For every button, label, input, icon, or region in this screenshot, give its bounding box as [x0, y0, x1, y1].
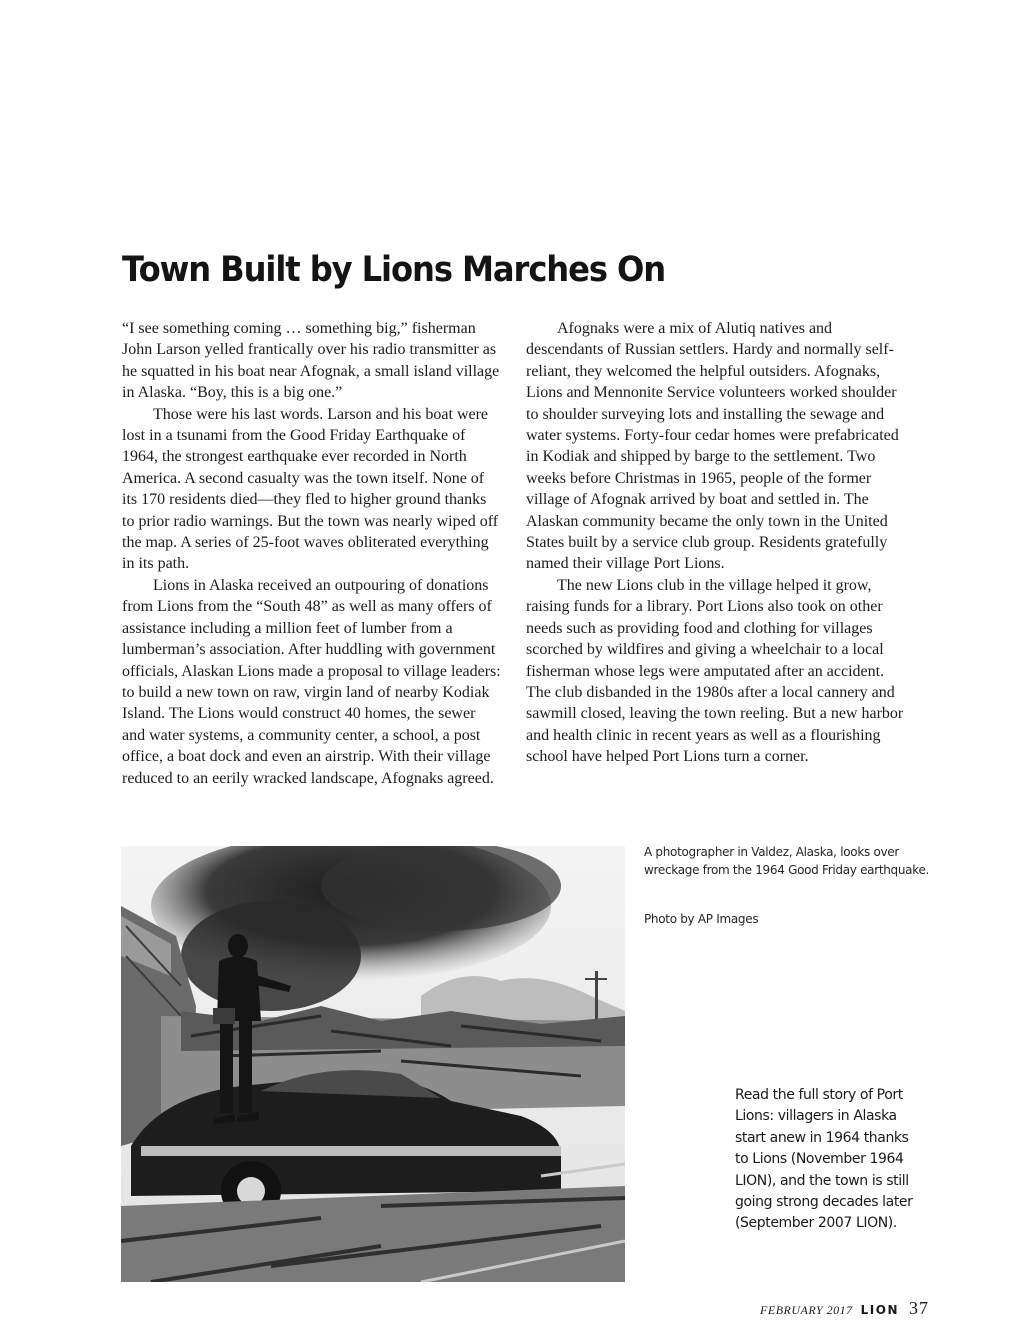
paragraph: Afognaks were a mix of Alutiq natives and descendants of Russian settlers. Hardy and normally self-reliant, they welcomed the helpful outsiders. Afognaks, Lions and Mennonite Service volunteers worked shoulder to shoulder surveying lots and installing the sewage and water systems. Forty-four cedar homes were prefabricated in Kodiak and shipped by barge to the settlement. Two weeks before Christmas in 1965, people of the former village of Afognak arrived by boat and settled in. The Alaskan community became the only town in the United States built by a service club group. Residents gratefully named their village Port Lions. [526, 320, 899, 573]
issue-date: FEBRUARY 2017 [760, 1303, 853, 1317]
page-number: 37 [909, 1298, 929, 1318]
paragraph: Lions in Alaska received an outpouring of donations from Lions from the “South 48” as well as many offers of assistance including a million feet of lumber from a lumberman’s association. After huddling with government officials, Alaskan Lions made a proposal to village leaders: to build a new town on raw, virgin land of nearby Kodiak Island. The Lions would construct 40 homes, the sewer and water systems, a community center, a school, a post office, a boat dock and even an airstrip. With their village reduced to an eerily wracked landscape, Afognaks agreed. [122, 576, 501, 787]
paragraph: Those were his last words. Larson and his boat were lost in a tsunami from the Good Friday Earthquake of 1964, the strongest earthquake ever recorded in North America. A second casualty was the town itself. None of its 170 residents died—they fled to higher ground thanks to prior radio warnings. But the town was nearly wiped off the map. A series of 25-foot waves obliterated everything in its path. [122, 405, 499, 573]
article-column-left [122, 318, 502, 789]
related-stories-note: Read the full story of Port Lions: villagers in Alaska start anew in 1964 thanks to Lions (November 1964 LION), and the town is still going strong decades later (September 2007 LION). [735, 1087, 913, 1232]
photo-illustration [121, 846, 625, 1282]
paragraph: The new Lions club in the village helped it grow, raising funds for a library. Port Lions also took on other needs such as providing food and clothing for villages scorched by wildfires and giving a wheelchair to a local fisherman whose legs were amputated after an accident. The club disbanded in the 1980s after a local cannery and sawmill closed, leaving the town reeling. But a new harbor and health clinic in recent years as well as a flourishing school have helped Port Lions turn a corner. [526, 576, 904, 766]
photo-credit: Photo by AP Images [644, 912, 759, 926]
page-footer [760, 1298, 929, 1319]
paragraph: “I see something coming … something big,” fisherman John Larson yelled frantically over his radio transmitter as he squatted in his boat near Afognak, a small island village in Alaska. “Boy, this is a big one.” [122, 320, 500, 402]
magazine-name: LION [860, 1303, 899, 1317]
earthquake-wreckage-photo [121, 846, 625, 1282]
article-headline: Town Built by Lions Marches On [122, 250, 666, 290]
article-column-right [526, 318, 906, 768]
photo-caption: A photographer in Valdez, Alaska, looks over wreckage from the 1964 Good Friday earthquake. [644, 845, 930, 877]
